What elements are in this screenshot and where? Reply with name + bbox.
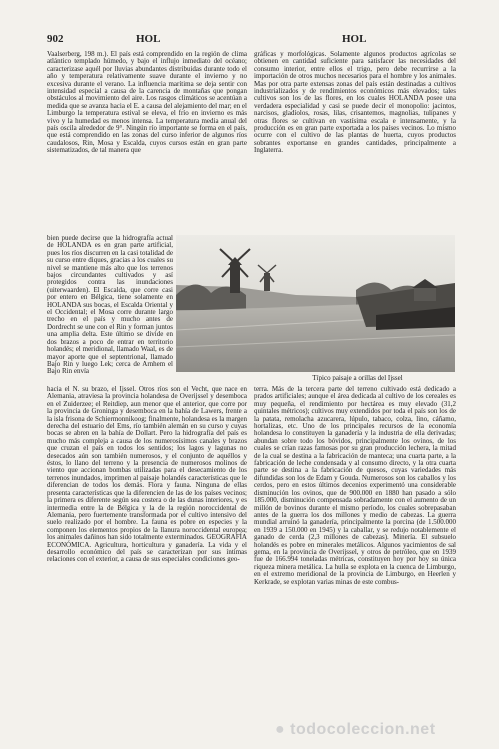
paragraph-agriculture: gráficas y morfológicas. Solamente algunos productos agrícolas se obtienen en cantidad suficiente para satisfacer las necesidades del consumo interior, entre ellos el trigo, pero debe recurrirse a la importación de otros muchos necesarios para el hombre y los animales. Mas por otra parte extensas zonas del país están destinadas a cultivos industrializados y de rendimientos económicos más elevados; tales cultivos son los de las flores, en los cuales HOLANDA posee una verdadera especialidad y casi se puede decir el monopolio: jacintos, narcisos, gladíolos, rosas, lilas, crisantemos, magnolias, tulipanes y otras flores se cultivan en vastísima escala e intensamente, y la producción es en gran parte exportada a los países vecinos. Lo mismo ocurre con el cultivo de las plantas de huerta, cuyos productos sobrantes exportanse en grandes cantidades, principalmente a Inglaterra.: [254, 50, 456, 155]
photo-caption: Típico paisaje a orillas del Ijssel: [312, 374, 403, 382]
watermark-text: todocoleccion.net: [290, 721, 436, 738]
column-2-top: [254, 51, 456, 234]
column-1-top: [47, 51, 247, 234]
watermark: ● todocoleccion.net: [275, 721, 436, 738]
windmill-landscape-image: [176, 235, 455, 372]
header-right-title: HOL: [342, 33, 367, 45]
column-1-bottom: [47, 386, 247, 710]
running-header: [0, 33, 499, 47]
header-left-title: HOL: [136, 33, 161, 45]
landscape-photo: [176, 235, 455, 372]
paragraph-hydrography: bien puede decirse que la hidrografía actual de HOLANDA es en gran parte artificial, pues los ríos discurren en la casi totalidad de su curso entre diques, gracias a los cuales su nivel se mantiene más alto que los terrenos bajos circundantes cultivados y así protegidos contra las inundaciones (uiterwaarden). El Escalda, que corre casi por entero en Bélgica, tiene solamente en HOLANDA sus bocas, el Escalda Oriental y el Occidental; el Mosa corre durante largo trecho en el país y mucho antes de Dordrecht se une con el Rin y forman juntos una amplia delta. Este último se divide en dos brazos a poco de entrar en territorio holandés; el meridional, llamado Waal, es de mayor aporte que el septentrional, llamado Bajo Rin y luego Lek; cerca de Arnhem el Bajo Rin envía: [47, 234, 173, 376]
paragraph-rivers-flora: hacia el N. su brazo, el Ijssel. Otros ríos son el Vecht, que nace en Alemania, atraviesa la provincia holandesa de Overijssel y desemboca en el Zuiderzee; el Reitdiep, aun menor que el anterior, que corre por la provincia de Groninga y desemboca en la bahía de Lawers, frente a la isla frisona de Schiermonnikoog; finalmente, holandesa es la margen derecha del estuario del Ems, río también alemán en su curso y cuyas bocas se abren en la bahía de Dollart. Pero la hidrografía del país es mucho más compleja a causa de los numerosísimos canales y brazos que cruzan el país en todos los sentidos; los lagos y lagunas no desecados aún son también numerosos, y el conjunto de aquéllos y éstos, lo llano del terreno y la presencia de numerosos molinos de viento que accionan bombas utilizadas para el desecamiento de los terrenos inundados, imprimen al paisaje holandés características que le diferencian de todos los demás. Flora y fauna. Ninguna de ellas presenta características que la diferencien de las de los países vecinos; la primera es diferente según sea costera o de las dunas interiores, y es intermedia entre la de Bélgica y la de la región noroccidental de Alemania, pero fuertemente transformada por el cultivo intensivo del suelo realizado por el hombre. La fauna es pobre en especies y la componen los elementos propios de la llanura noroccidental europea; los animales dañinos han sido totalmente exterminados. GEOGRAFÍA ECONÓMICA. Agricultura, horticultura y ganadería. La vida y el desarrollo económico del país se caracterizan por sus íntimas relaciones con el exterior, a causa de sus especiales condiciones geo-: [47, 385, 247, 564]
column-2-bottom: [254, 386, 456, 710]
paragraph-climate: Vaalserberg, 198 m.). El país está comprendido en la región de clima atlántico templado húmedo, y bajo el influjo inmediato del océano; caracterizase aquél por lluvias abundantes distribuidas durante todo el año y temperatura relativamente suave durante el invierno y no excesiva durante el verano. La influencia marítima se deja sentir con intensidad especial a causa de la carencia de montañas que pongan obstáculos al movimiento del aire. Los rasgos climáticos se acentúan a medida que se avanza hacia el E. a causa del alejamiento del mar; en el Limburgo la temperatura estival se eleva, el frío en invierno es más vivo y la humedad es menos intensa. La temperatura media anual del país oscila alrededor de 9°. Ningún río importante se forma en el país, que está comprendido en las zonas del curso inferior de algunos ríos caudalosos, Rin, Mosa y Escalda, cuyos cursos están en gran parte sistematizados, de tal manera que: [47, 50, 247, 155]
paragraph-livestock-mining: terra. Más de la tercera parte del terreno cultivado está dedicado a prados artificiales; aunque el área dedicada al cultivo de los cereales es muy pequeña, el rendimiento por hectárea es muy elevado (31,2 quintales métricos); cultivos muy extendidos por toda el país son los de la patata, remolacha azucarera, lúpulo, tabaco, colza, lino, cáñamo, hortalizas, etc. Uno de los principales recursos de la economía holandesa lo constituyen la ganadería y la industria de ella derivadas; abundan sobre todo los bóvidos, principalmente los ovinos, de los cuales se crían razas famosas por su gran producción lechera, la mitad de la cual se destina a la fabricación de manteca; una cuarta parte, a la fabricación de leche condensada y al consumo directo, y la otra cuarta parte se destina a la fabricación de quesos, cuyas variedades más difundidas son los de Edam y Gouda. Numerosos son los caballos y los cerdos, pero en estos últimos decenios experimentó una considerable disminución los ovinos, que de 900.000 en 1880 han pasado a sólo 185.000, disminución compensada sobradamente con el aumento de un millón de bovinos durante el mismo período, los cuales sobrepasaban antes de la guerra los dos millones y medio de cabezas. La guerra mundial arruinó la ganadería, principalmente la porcina (de 1.500.000 en 1939 a 150.000 en 1945) y la caballar, y se redujo notablemente el ganado de cerda (2,3 millones de cabezas). Minería. El subsuelo holandés es pobre en minerales metálicos. Algunos yacimientos de sal gema, en la provincia de Overijssel, y otros de petróleo, que en 1939 fue de 166.994 toneladas métricas, constituyen hoy por hoy su única riqueza minera metálica. La hulla se explota en la cuenca de Limburgo, en el extremo meridional de la provincia de Limburgo, en Heerlen y Kerkrade, se explotan varias minas de este combus-: [254, 385, 456, 586]
column-1-beside-photo: [47, 235, 173, 385]
page-number: 902: [47, 33, 64, 45]
